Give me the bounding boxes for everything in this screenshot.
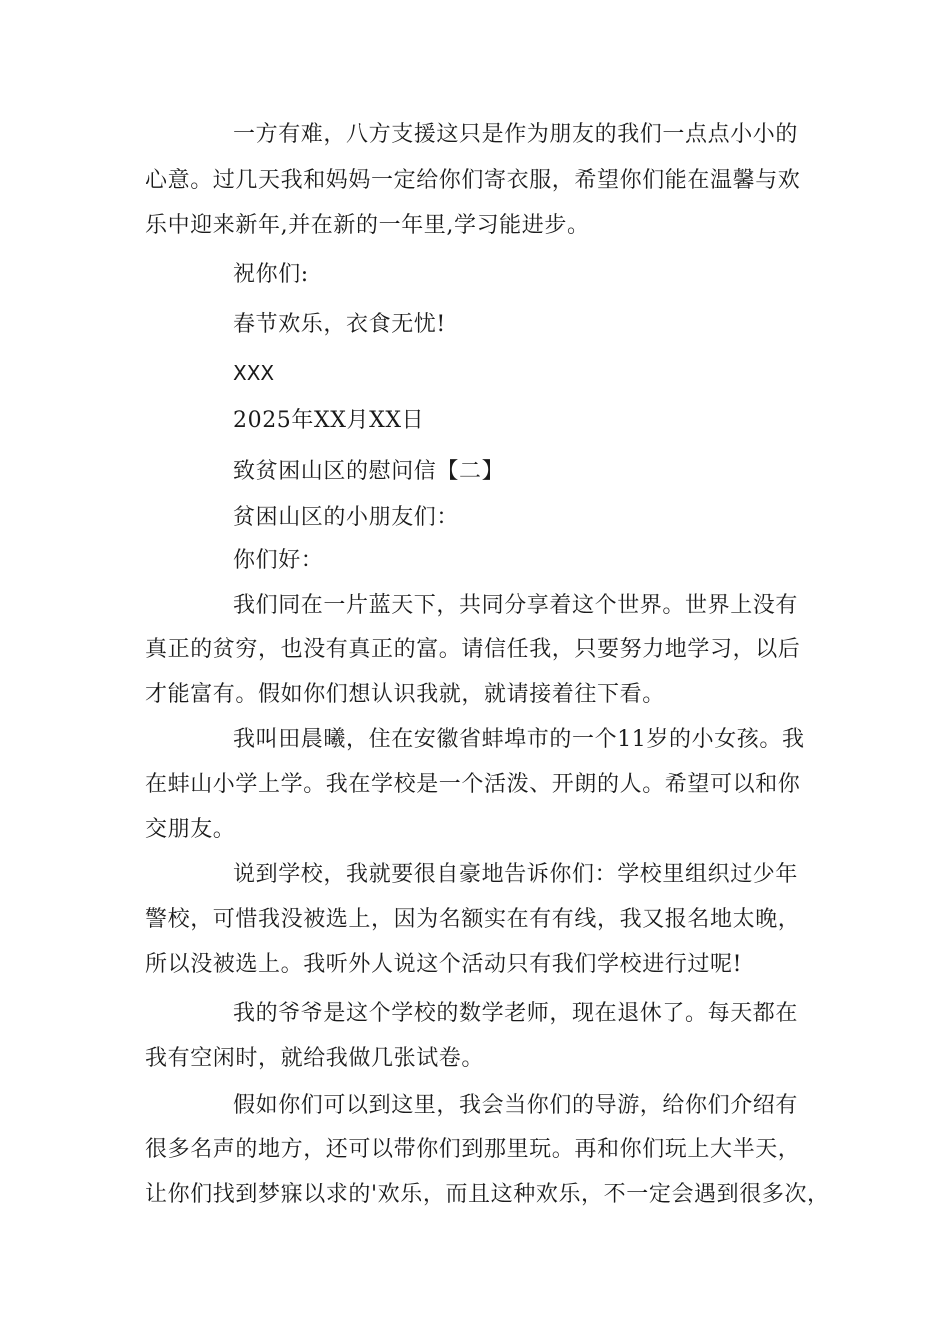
paragraph-line: 我有空闲时，就给我做几张试卷。 bbox=[145, 1046, 485, 1071]
paragraph-line: 心意。过几天我和妈妈一定给你们寄衣服，希望你们能在温馨与欢 bbox=[145, 168, 801, 193]
paragraph-line: 交朋友。 bbox=[145, 817, 236, 842]
paragraph-line: 让你们找到梦寐以求的'欢乐，而且这种欢乐，不一定会遇到很多次， bbox=[145, 1182, 830, 1207]
paragraph-line: 一方有难，八方支援这只是作为朋友的我们一点点小小的 bbox=[233, 122, 799, 147]
paragraph-line: 假如你们可以到这里，我会当你们的导游，给你们介绍有 bbox=[233, 1093, 799, 1118]
greeting-line: 你们好： bbox=[233, 548, 324, 573]
paragraph-line: 真正的贫穷，也没有真正的富。请信任我，只要努力地学习，以后 bbox=[145, 637, 801, 662]
paragraph-line: 说到学校，我就要很自豪地告诉你们：学校里组织过少年 bbox=[233, 862, 799, 887]
paragraph-line: 在蚌山小学上学。我在学校是一个活泼、开朗的人。希望可以和你 bbox=[145, 772, 801, 797]
recipient-line: 贫困山区的小朋友们： bbox=[233, 505, 460, 530]
paragraph-line: 所以没被选上。我听外人说这个活动只有我们学校进行过呢! bbox=[145, 952, 743, 977]
paragraph-line: 我们同在一片蓝天下，共同分享着这个世界。世界上没有 bbox=[233, 593, 799, 618]
paragraph-line: 我叫田晨曦，住在安徽省蚌埠市的一个11岁的小女孩。我 bbox=[233, 727, 805, 752]
paragraph-line: 警校，可惜我没被选上，因为名额实在有有线，我又报名地太晚， bbox=[145, 907, 801, 932]
letter-title: 致贫困山区的慰问信【二】 bbox=[233, 459, 505, 484]
wishes-line: 春节欢乐，衣食无忧! bbox=[233, 312, 446, 337]
paragraph-line: 乐中迎来新年,并在新的一年里,学习能进步。 bbox=[145, 213, 590, 238]
signature-line: XXX bbox=[233, 361, 275, 385]
salutation-line: 祝你们: bbox=[233, 262, 309, 287]
date-line: 2025年XX月XX日 bbox=[233, 408, 425, 433]
paragraph-line: 我的爷爷是这个学校的数学老师，现在退休了。每天都在 bbox=[233, 1001, 799, 1026]
paragraph-line: 才能富有。假如你们想认识我就，就请接着往下看。 bbox=[145, 682, 665, 707]
paragraph-line: 很多名声的地方，还可以带你们到那里玩。再和你们玩上大半天， bbox=[145, 1137, 801, 1162]
